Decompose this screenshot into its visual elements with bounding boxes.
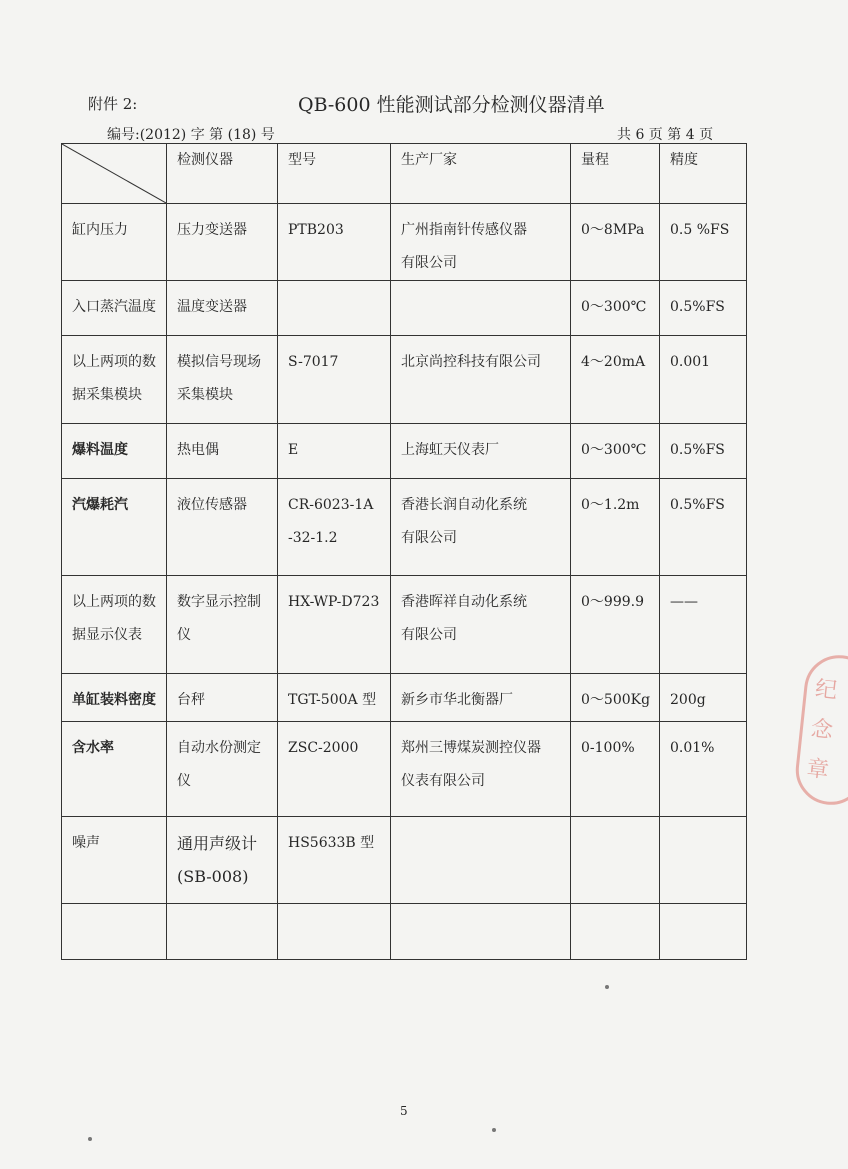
cell-text: 模拟信号现场 (177, 354, 261, 370)
cell-text: 压力变送器 (177, 222, 247, 238)
cell-text: 采集模块 (177, 387, 233, 403)
cell-text: 仪表有限公司 (401, 773, 485, 789)
document-title: QB-600 性能测试部分检测仪器清单 (298, 94, 605, 116)
cell-instrument (167, 281, 278, 336)
attachment-label: 附件 2: (88, 95, 138, 113)
diagonal-header-cell (62, 144, 167, 204)
cell-text: 0.5%FS (670, 442, 725, 458)
cell-maker (391, 479, 571, 576)
cell-item (62, 904, 167, 960)
page-count: 共 6 页 第 4 页 (617, 127, 714, 143)
cell-instrument (167, 722, 278, 817)
scan-speck (492, 1128, 496, 1132)
cell-text: 爆料温度 (72, 442, 128, 458)
scan-speck (88, 1137, 92, 1141)
cell-maker (391, 281, 571, 336)
cell-precision (660, 674, 747, 722)
cell-text: 仪 (177, 773, 191, 789)
cell-precision (660, 904, 747, 960)
cell-text: 入口蒸汽温度 (72, 299, 156, 315)
cell-range (571, 904, 660, 960)
cell-instrument (167, 904, 278, 960)
cell-instrument (167, 817, 278, 904)
cell-text: 200g (670, 692, 706, 708)
cell-text: TGT-500A 型 (288, 692, 377, 708)
cell-text: 据采集模块 (72, 387, 142, 403)
cell-text: 新乡市华北衡器厂 (401, 692, 513, 708)
cell-instrument (167, 424, 278, 479)
cell-text: 自动水份测定 (177, 740, 261, 756)
cell-precision (660, 576, 747, 674)
cell-text: 0.5 %FS (670, 222, 730, 238)
cell-text: 缸内压力 (72, 222, 128, 238)
cell-model (278, 722, 391, 817)
column-header: 检测仪器 (167, 144, 278, 204)
cell-text: 0～8MPa (581, 222, 645, 238)
cell-text: 上海虹天仪表厂 (401, 442, 499, 458)
cell-text: 0-100% (581, 740, 635, 756)
column-header: 精度 (660, 144, 747, 204)
cell-item (62, 817, 167, 904)
cell-range (571, 479, 660, 576)
cell-text: 温度变送器 (177, 299, 247, 315)
cell-text: 香港晖祥自动化系统 (401, 594, 527, 610)
cell-precision (660, 281, 747, 336)
cell-text: S-7017 (288, 354, 339, 370)
table-row (62, 904, 747, 960)
cell-item (62, 674, 167, 722)
cell-text: 有限公司 (401, 530, 457, 546)
cell-precision (660, 479, 747, 576)
reference-number: 编号:(2012) 字 第 (18) 号 (107, 127, 275, 143)
cell-text: 广州指南针传感仪器 (401, 222, 527, 238)
table-row (62, 722, 747, 817)
column-header: 型号 (278, 144, 391, 204)
cell-model (278, 281, 391, 336)
cell-text: CR-6023-1A (288, 497, 374, 513)
cell-maker (391, 722, 571, 817)
cell-text: 0～999.9 (581, 594, 644, 610)
table-row (62, 576, 747, 674)
header-row (62, 144, 747, 204)
cell-text: 液位传感器 (177, 497, 247, 513)
column-header: 生产厂家 (391, 144, 571, 204)
cell-text: -32-1.2 (288, 530, 338, 546)
cell-text: 仪 (177, 627, 191, 643)
cell-text: 0.001 (670, 354, 711, 370)
cell-text: HS5633B 型 (288, 835, 375, 851)
cell-item (62, 336, 167, 424)
cell-maker (391, 576, 571, 674)
cell-text: 台秤 (177, 692, 205, 708)
cell-range (571, 336, 660, 424)
cell-text: 0～300℃ (581, 299, 647, 315)
cell-model (278, 479, 391, 576)
cell-range (571, 281, 660, 336)
cell-text: 以上两项的数 (72, 594, 156, 610)
cell-text: 0～500Kg (581, 692, 651, 708)
cell-instrument (167, 204, 278, 281)
cell-text: 0～300℃ (581, 442, 647, 458)
cell-precision (660, 817, 747, 904)
cell-text: 有限公司 (401, 627, 457, 643)
instrument-table (61, 143, 747, 960)
cell-text: 通用声级计 (177, 834, 258, 853)
cell-item (62, 576, 167, 674)
cell-instrument (167, 674, 278, 722)
table-row (62, 204, 747, 281)
table-row (62, 424, 747, 479)
cell-precision (660, 336, 747, 424)
cell-precision (660, 204, 747, 281)
cell-maker (391, 424, 571, 479)
cell-model (278, 204, 391, 281)
cell-item (62, 281, 167, 336)
cell-text: 0.5%FS (670, 497, 725, 513)
cell-text: PTB203 (288, 222, 344, 238)
cell-item (62, 479, 167, 576)
cell-item (62, 424, 167, 479)
cell-model (278, 904, 391, 960)
cell-range (571, 424, 660, 479)
cell-model (278, 576, 391, 674)
cell-text: —— (670, 594, 698, 610)
cell-instrument (167, 479, 278, 576)
cell-text: E (288, 442, 299, 458)
cell-text: 数字显示控制 (177, 594, 261, 610)
cell-text: 0.01% (670, 740, 715, 756)
cell-text: 0.5%FS (670, 299, 725, 315)
page-number: 5 (400, 1104, 408, 1118)
cell-text: 据显示仪表 (72, 627, 142, 643)
cell-item (62, 204, 167, 281)
cell-text: ZSC-2000 (288, 740, 359, 756)
cell-text: 北京尚控科技有限公司 (401, 354, 541, 370)
column-header: 量程 (571, 144, 660, 204)
cell-model (278, 424, 391, 479)
cell-text: 噪声 (72, 835, 100, 851)
cell-range (571, 817, 660, 904)
table-row (62, 479, 747, 576)
cell-text: HX-WP-D723 (288, 594, 380, 610)
cell-instrument (167, 336, 278, 424)
cell-text: 汽爆耗汽 (72, 497, 128, 513)
cell-range (571, 576, 660, 674)
cell-range (571, 674, 660, 722)
cell-maker (391, 817, 571, 904)
cell-maker (391, 336, 571, 424)
cell-maker (391, 204, 571, 281)
cell-maker (391, 904, 571, 960)
cell-range (571, 204, 660, 281)
table-row (62, 281, 747, 336)
cell-text: 有限公司 (401, 255, 457, 271)
cell-text: 以上两项的数 (72, 354, 156, 370)
cell-text: (SB-008) (177, 867, 249, 886)
cell-range (571, 722, 660, 817)
cell-precision (660, 722, 747, 817)
cell-precision (660, 424, 747, 479)
cell-model (278, 674, 391, 722)
cell-text: 热电偶 (177, 442, 219, 458)
cell-text: 单缸装料密度 (72, 692, 156, 708)
table-row (62, 817, 747, 904)
cell-text: 含水率 (72, 740, 114, 756)
red-seal-stamp: 纪 念 章 (792, 652, 848, 808)
cell-text: 郑州三博煤炭测控仪器 (401, 740, 541, 756)
cell-text: 香港长润自动化系统 (401, 497, 527, 513)
cell-instrument (167, 576, 278, 674)
cell-maker (391, 674, 571, 722)
cell-model (278, 336, 391, 424)
table-row (62, 674, 747, 722)
cell-text: 4～20mA (581, 354, 646, 370)
scan-speck (605, 985, 609, 989)
table-row (62, 336, 747, 424)
cell-model (278, 817, 391, 904)
cell-item (62, 722, 167, 817)
cell-text: 0～1.2m (581, 497, 640, 513)
